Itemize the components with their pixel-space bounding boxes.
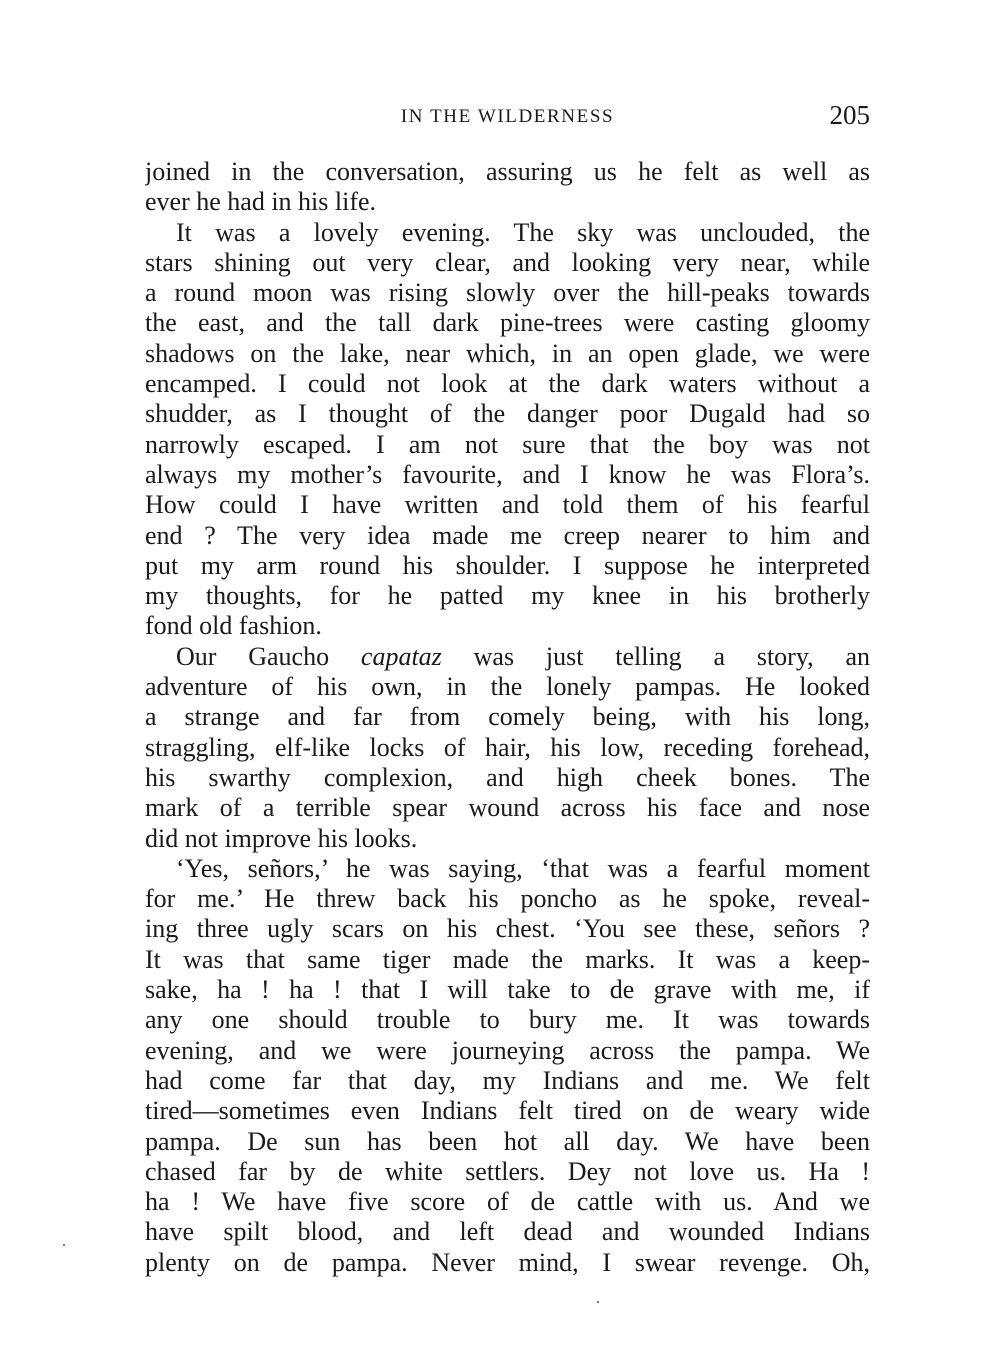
text-line: ever he had in his life. bbox=[145, 187, 377, 217]
text-line: end ? The very idea made me creep nearer to him and bbox=[145, 520, 870, 550]
text-line: any one should trouble to bury me. It was towards bbox=[145, 1005, 870, 1035]
text-line: put my arm round his shoulder. I suppose he interpreted bbox=[145, 550, 870, 580]
text-segment: Our Gaucho bbox=[176, 641, 361, 671]
text-line: narrowly escaped. I am not sure that the boy was not bbox=[145, 429, 870, 459]
text-line: for me.’ He threw back his poncho as he spoke, reveal- bbox=[145, 884, 870, 914]
text-line: my thoughts, for he patted my knee in his brotherly bbox=[145, 581, 870, 611]
text-segment: was just telling a story, an bbox=[441, 641, 870, 671]
page-number: 205 bbox=[829, 100, 870, 130]
print-speck bbox=[597, 1301, 599, 1303]
text-line: a strange and far from comely being, with his long, bbox=[145, 702, 870, 732]
text-line: his swarthy complexion, and high cheek bones. The bbox=[145, 762, 870, 792]
text-line: How could I have written and told them of his fearful bbox=[145, 490, 870, 520]
text-line: did not improve his looks. bbox=[145, 823, 418, 853]
text-line: straggling, elf-like locks of hair, his low, receding forehead, bbox=[145, 732, 870, 762]
text-line: the east, and the tall dark pine-trees were casting gloomy bbox=[145, 308, 870, 338]
text-line: shadows on the lake, near which, in an open glade, we were bbox=[145, 338, 870, 368]
text-line: always my mother’s favourite, and I know he was Flora’s. bbox=[145, 459, 870, 489]
text-line: had come far that day, my Indians and me. We felt bbox=[145, 1065, 870, 1095]
text-line: It was a lovely evening. The sky was unclouded, the bbox=[176, 217, 870, 247]
text-line: stars shining out very clear, and looking very near, while bbox=[145, 247, 870, 277]
text-line: ‘Yes, señors,’ he was saying, ‘that was a fearful moment bbox=[176, 853, 870, 883]
text-line: mark of a terrible spear wound across his face and nose bbox=[145, 793, 870, 823]
text-line: sake, ha ! ha ! that I will take to de grave with me, if bbox=[145, 975, 870, 1005]
text-line: plenty on de pampa. Never mind, I swear revenge. Oh, bbox=[145, 1247, 870, 1277]
text-line: encamped. I could not look at the dark waters without a bbox=[145, 369, 870, 399]
text-line: a round moon was rising slowly over the hill-peaks towards bbox=[145, 278, 870, 308]
text-line: evening, and we were journeying across the pampa. We bbox=[145, 1035, 870, 1065]
body-text bbox=[145, 157, 870, 1278]
text-line: tired—sometimes even Indians felt tired on de weary wide bbox=[145, 1096, 870, 1126]
running-title: IN THE WILDERNESS bbox=[400, 106, 615, 127]
text-line: shudder, as I thought of the danger poor Dugald had so bbox=[145, 399, 870, 429]
italic-word: capataz bbox=[360, 641, 442, 671]
text-line: It was that same tiger made the marks. It was a keep- bbox=[145, 944, 870, 974]
print-speck bbox=[63, 1244, 65, 1246]
text-line: have spilt blood, and left dead and wounded Indians bbox=[145, 1217, 870, 1247]
running-head bbox=[145, 100, 870, 134]
text-line: fond old fashion. bbox=[145, 611, 322, 641]
text-line: joined in the conversation, assuring us he felt as well as bbox=[145, 157, 870, 186]
text-line: pampa. De sun has been hot all day. We have been bbox=[145, 1126, 870, 1156]
text-line: ing three ugly scars on his chest. ‘You see these, señors ? bbox=[145, 914, 870, 944]
text-line: chased far by de white settlers. Dey not love us. Ha ! bbox=[145, 1156, 870, 1186]
text-line bbox=[145, 642, 870, 672]
text-line: ha ! We have five score of de cattle with us. And we bbox=[145, 1187, 870, 1217]
text-line: adventure of his own, in the lonely pampas. He looked bbox=[145, 672, 870, 702]
